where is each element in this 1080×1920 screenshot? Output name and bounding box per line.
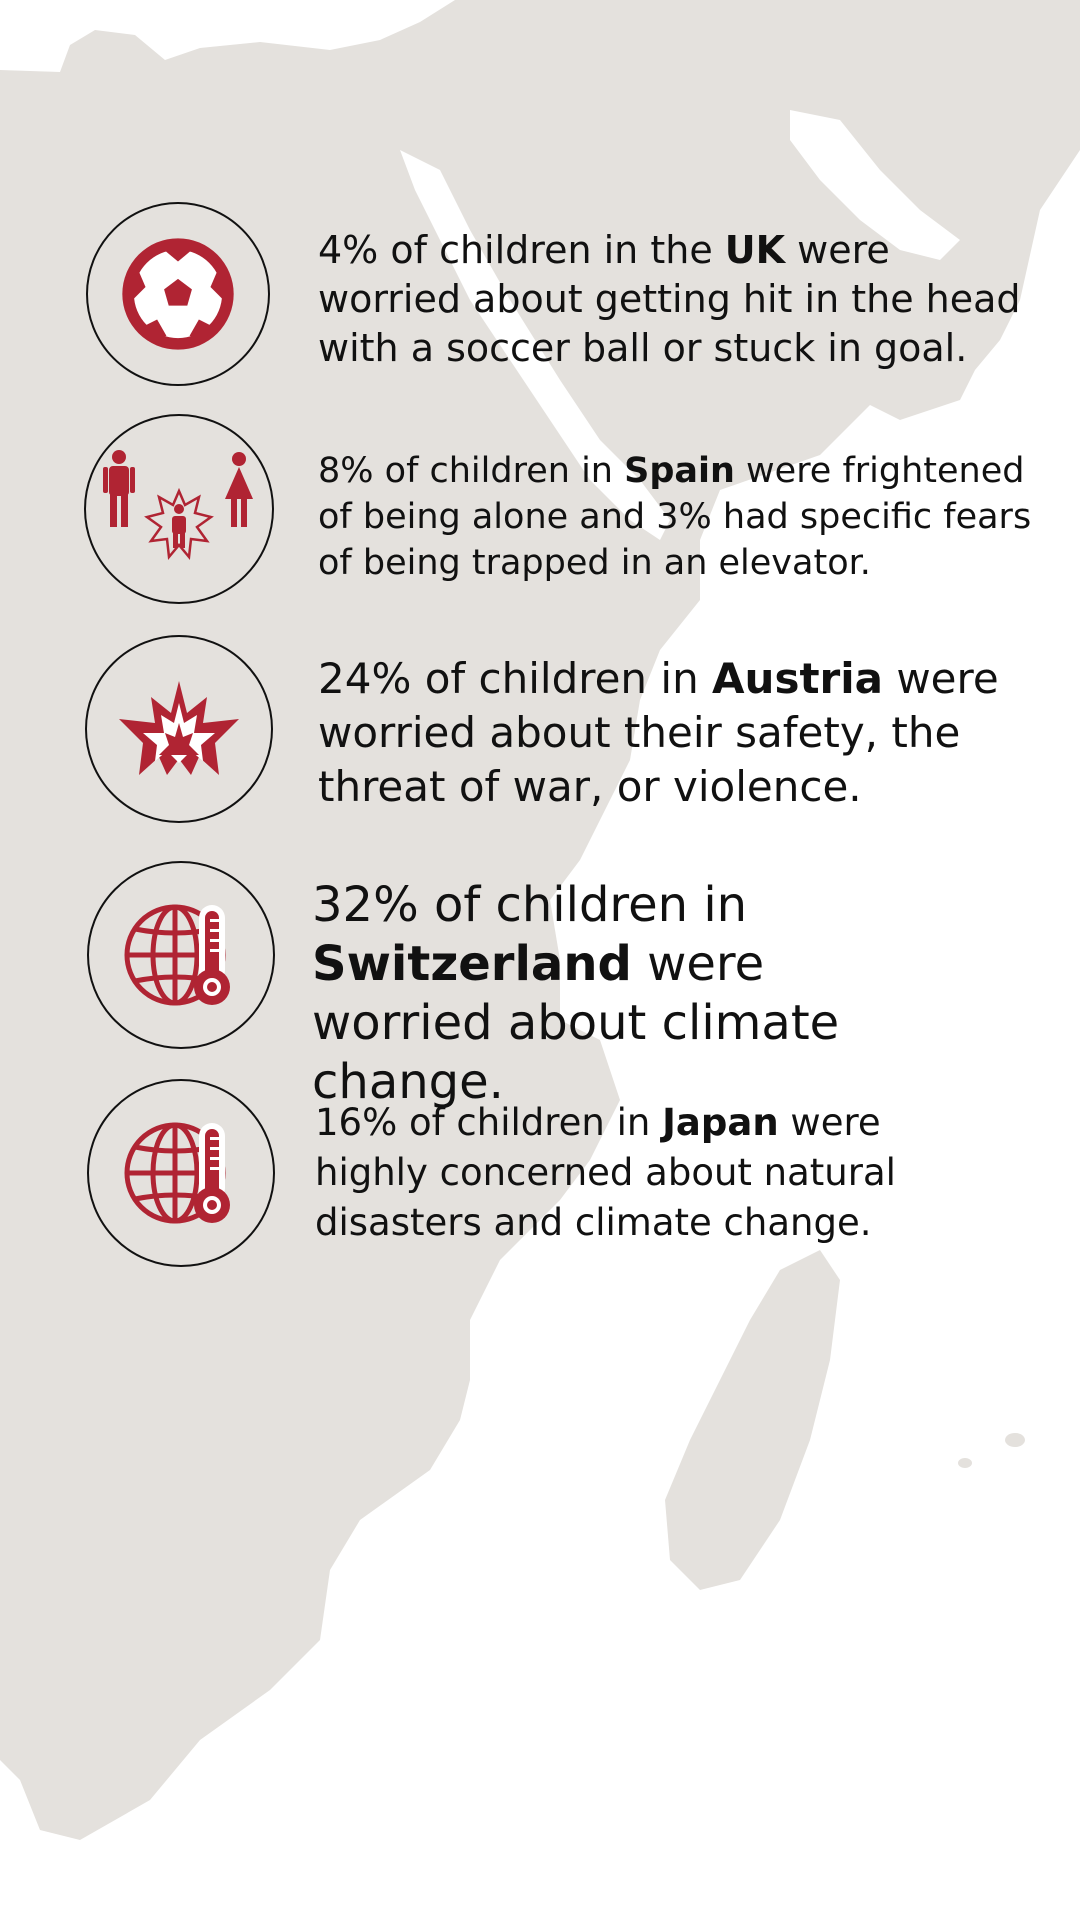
fact-text [318,448,1058,586]
country-name: Japan [662,1101,779,1144]
fact-text [318,652,1058,814]
fact-text-rest: were frightened of being alone and 3% had specific fears of being trapped in an elevator. [318,451,1032,583]
icon-circle [86,202,270,386]
fact-text-lead: 24% of children in [318,654,713,703]
fact-text [315,1098,975,1248]
fact-text [312,876,952,1112]
explosion-icon [115,679,243,779]
icon-circle [85,635,273,823]
map-small-island [1005,1433,1025,1447]
country-name: UK [724,228,786,272]
fact-text-rest: were worried about climate change. [312,936,840,1110]
country-name: Spain [624,451,735,491]
fact-text-rest: were highly concerned about natural disasters and climate change. [315,1101,896,1244]
soccer-ball-icon [120,236,236,352]
climate-globe-icon [119,893,243,1017]
icon-circle [87,861,275,1049]
fact-text-lead: 32% of children in [312,877,748,933]
map-island-shape [665,1250,840,1590]
icon-circle [87,1079,275,1267]
fact-text-rest: were worried about getting hit in the head with a soccer ball or stuck in goal. [318,228,1021,370]
map-small-island [958,1458,972,1468]
climate-globe-icon [119,1111,243,1235]
fact-text-lead: 16% of children in [315,1101,663,1144]
country-name: Switzerland [312,936,632,992]
country-name: Austria [712,654,883,703]
fact-text-lead: 4% of children in the [318,228,725,272]
icon-circle [84,414,274,604]
fact-text-rest: were worried about their safety, the threat of war, or violence. [318,654,999,811]
fact-text [318,226,1038,373]
family-icon [99,447,259,571]
fact-text-lead: 8% of children in [318,451,625,491]
